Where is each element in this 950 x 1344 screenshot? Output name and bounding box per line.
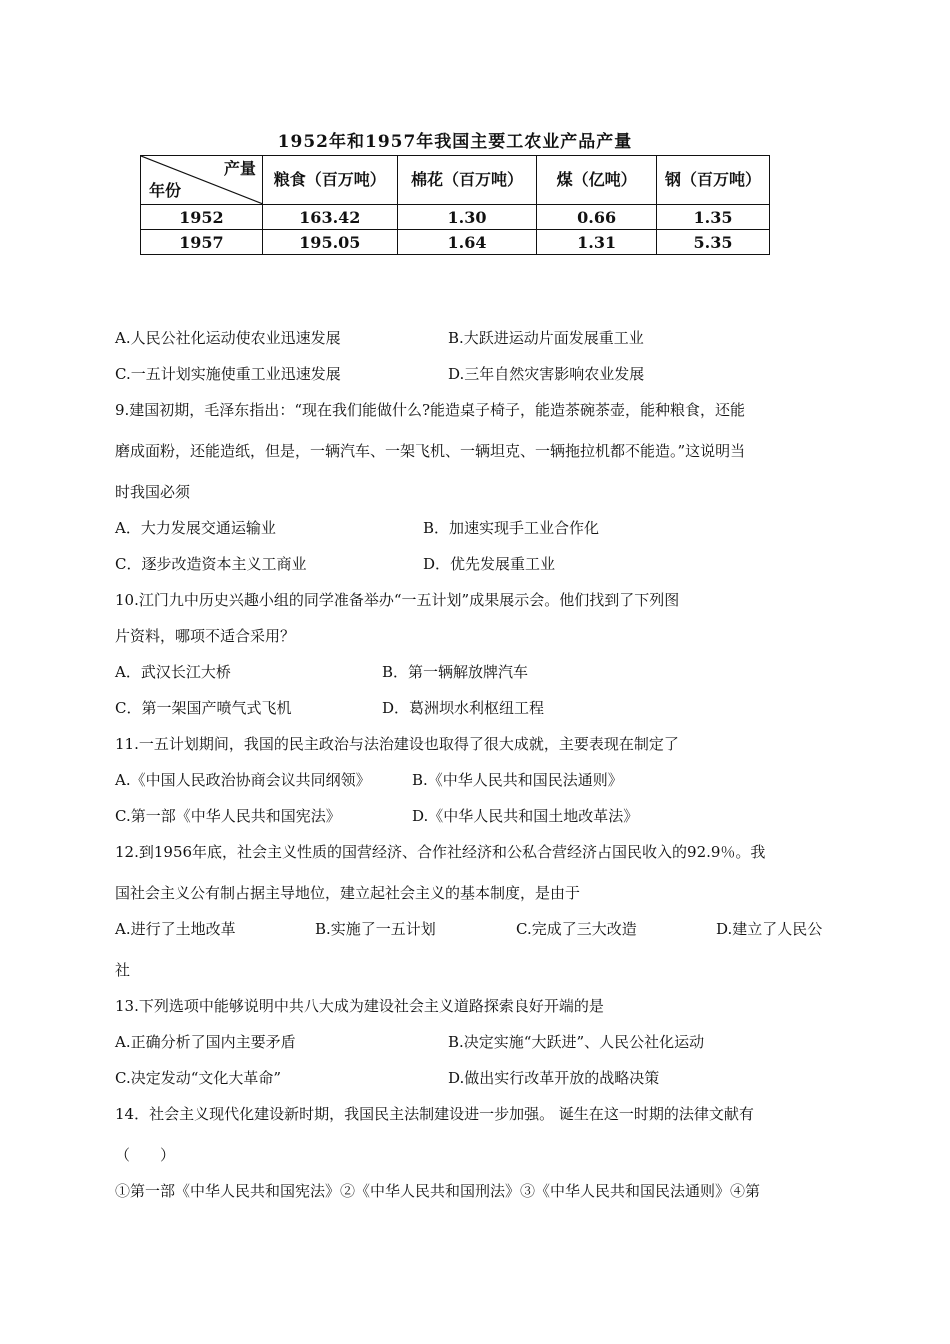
- q11-option-a: A.《中国人民政治协商会议共同纲领》: [115, 771, 371, 789]
- q14-stem-line-3: ①第一部《中华人民共和国宪法》②《中华人民共和国刑法》③《中华人民共和国民法通则》④第: [115, 1182, 761, 1200]
- table-cell: 5.35: [657, 230, 770, 255]
- table-cell: 1.31: [537, 230, 657, 255]
- q8-option-a: A.人民公社化运动使农业迅速发展: [115, 329, 341, 347]
- q10-option-a: A．武汉长江大桥: [115, 663, 231, 681]
- q12-option-c: C.完成了三大改造: [516, 920, 637, 938]
- q13-option-d: D.做出实行改革开放的战略决策: [448, 1069, 660, 1087]
- q10-option-d: D．葛洲坝水利枢纽工程: [382, 699, 545, 717]
- q9-option-a: A．大力发展交通运输业: [115, 519, 276, 537]
- table-header-row: [141, 156, 770, 205]
- q13-option-b: B.决定实施“大跃进”、人民公社化运动: [448, 1033, 705, 1051]
- corner-top-label: 产量: [223, 159, 256, 178]
- header-coal: 煤（亿吨）: [537, 156, 657, 205]
- corner-bottom-label: 年份: [149, 181, 182, 200]
- q12-stem-line-1: 12.到1956年底，社会主义性质的国营经济、合作社经济和公私合营经济占国民收入的92.9％。我: [115, 843, 766, 861]
- table-row: [141, 230, 770, 255]
- q8-option-c: C.一五计划实施使重工业迅速发展: [115, 365, 341, 383]
- table-caption: 1952年和1957年我国主要工农业产品产量: [277, 132, 633, 152]
- header-steel: 钢（百万吨）: [657, 156, 770, 205]
- q8-option-d: D.三年自然灾害影响农业发展: [448, 365, 645, 383]
- q10-stem-line-1: 10.江门九中历史兴趣小组的同学准备举办“一五计划”成果展示会。他们找到了下列图: [115, 591, 680, 609]
- q9-stem-line-1: 9.建国初期，毛泽东指出：“现在我们能做什么?能造桌子椅子，能造茶碗茶壶，能种粮食，还能: [115, 401, 746, 419]
- table-cell: 1.35: [657, 205, 770, 230]
- table-cell: 1957: [141, 230, 263, 255]
- q10-option-c: C．第一架国产喷气式飞机: [115, 699, 292, 717]
- q12-option-d: D.建立了人民公: [716, 920, 823, 938]
- q10-stem-line-2: 片资料，哪项不适合采用？: [115, 627, 296, 645]
- q9-option-b: B．加速实现手工业合作化: [423, 519, 600, 537]
- q12-option-d-continued: 社: [115, 961, 131, 979]
- header-cotton: 棉花（百万吨）: [397, 156, 537, 205]
- table-cell: 163.42: [262, 205, 397, 230]
- production-table: [140, 155, 770, 255]
- q12-option-a: A.进行了土地改革: [115, 920, 236, 938]
- table-cell: 1952: [141, 205, 263, 230]
- table-cell: 0.66: [537, 205, 657, 230]
- q10-option-b: B．第一辆解放牌汽车: [382, 663, 529, 681]
- q11-option-b: B.《中华人民共和国民法通则》: [412, 771, 623, 789]
- table-row: [141, 205, 770, 230]
- q11-stem-line-1: 11.一五计划期间，我国的民主政治与法治建设也取得了很大成就，主要表现在制定了: [115, 735, 679, 753]
- header-grain: 粮食（百万吨）: [262, 156, 397, 205]
- table-cell: 1.64: [397, 230, 537, 255]
- table-cell: 195.05: [262, 230, 397, 255]
- q11-option-d: D.《中华人民共和国土地改革法》: [412, 807, 639, 825]
- q8-option-b: B.大跃进运动片面发展重工业: [448, 329, 644, 347]
- q14-answer-bracket: （ ）: [115, 1146, 176, 1164]
- table-corner-cell: [141, 156, 263, 205]
- q11-option-c: C.第一部《中华人民共和国宪法》: [115, 807, 341, 825]
- q12-option-b: B.实施了一五计划: [315, 920, 436, 938]
- q13-option-a: A.正确分析了国内主要矛盾: [115, 1033, 296, 1051]
- q12-stem-line-2: 国社会主义公有制占据主导地位，建立起社会主义的基本制度，是由于: [115, 884, 581, 902]
- q14-stem-line-1: 14．社会主义现代化建设新时期，我国民主法制建设进一步加强。 诞生在这一时期的法律文献有: [115, 1105, 754, 1123]
- q9-stem-line-2: 磨成面粉，还能造纸，但是，一辆汽车、一架飞机、一辆坦克、一辆拖拉机都不能造。”这说明当: [115, 442, 746, 460]
- q9-stem-line-3: 时我国必须: [115, 483, 191, 501]
- table-cell: 1.30: [397, 205, 537, 230]
- q9-option-d: D．优先发展重工业: [423, 555, 556, 573]
- q9-option-c: C．逐步改造资本主义工商业: [115, 555, 307, 573]
- q13-stem-line-1: 13.下列选项中能够说明中共八大成为建设社会主义道路探索良好开端的是: [115, 997, 604, 1015]
- q13-option-c: C.决定发动“文化大革命”: [115, 1069, 282, 1087]
